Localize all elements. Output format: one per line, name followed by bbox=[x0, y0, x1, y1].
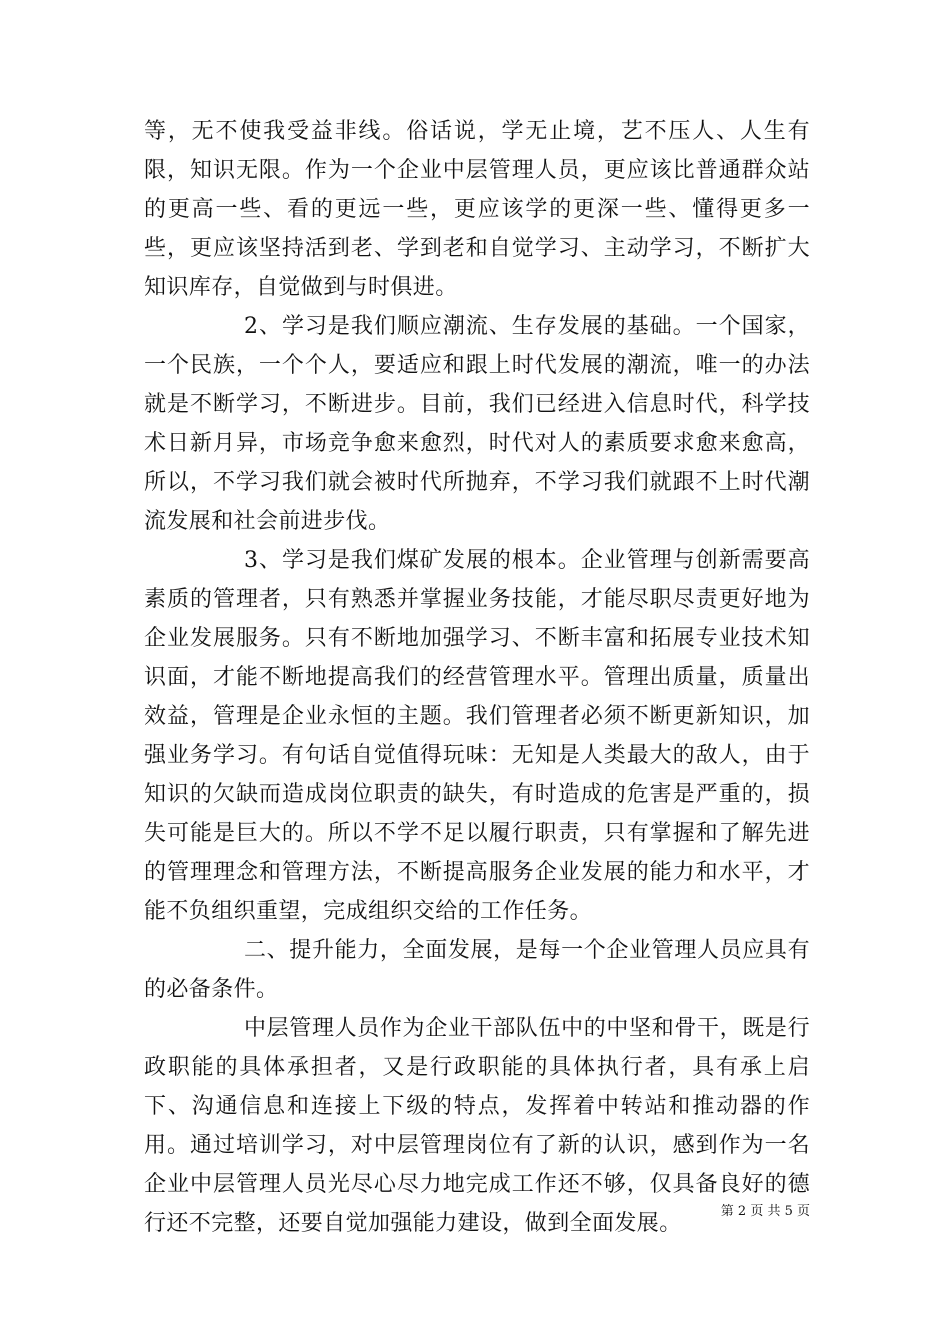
paragraph-point-3: 3、学习是我们煤矿发展的根本。企业管理与创新需要高素质的管理者，只有熟悉并掌握业务技能，才能尽职尽责更好地为企业发展服务。只有不断地加强学习、不断丰富和拓展专业技术知识面，才能不断地提高我们的经营管理水平。管理出质量，质量出效益，管理是企业永恒的主题。我们管理者必须不断更新知识，加强业务学习。有句话自觉值得玩味：无知是人类最大的敌人，由于知识的欠缺而造成岗位职责的缺失，有时造成的危害是严重的，损失可能是巨大的。所以不学不足以履行职责，只有掌握和了解先进的管理理念和管理方法，不断提高服务企业发展的能力和水平，才能不负组织重望，完成组织交给的工作任务。 bbox=[144, 548, 810, 924]
paragraph-middle-management: 中层管理人员作为企业干部队伍中的中坚和骨干，既是行政职能的具体承担者，又是行政职能的具体执行者，具有承上启下、沟通信息和连接上下级的特点，发挥着中转站和推动器的作用。通过培训学习，对中层管理岗位有了新的认识，感到作为一名企业中层管理人员光尽心尽力地完成工作还不够，仅具备良好的德行还不完整，还要自觉加强能力建设，做到全面发展。 bbox=[144, 1016, 810, 1236]
page-indicator: 第 2 页 共 5 页 bbox=[720, 1204, 810, 1219]
paragraph-continuation: 等，无不使我受益非线。俗话说，学无止境，艺不压人、人生有限，知识无限。作为一个企业中层管理人员，更应该比普通群众站的更高一些、看的更远一些，更应该学的更深一些、懂得更多一些，更应该坚持活到老、学到老和自觉学习、主动学习，不断扩大知识库存，自觉做到与时俱进。 bbox=[144, 119, 810, 300]
section-heading-two: 二、提升能力，全面发展，是每一个企业管理人员应具有的必备条件。 bbox=[144, 938, 810, 1002]
paragraph-point-2: 2、学习是我们顺应潮流、生存发展的基础。一个国家，一个民族，一个个人，要适应和跟上时代发展的潮流，唯一的办法就是不断学习，不断进步。目前，我们已经进入信息时代，科学技术日新月异，市场竞争愈来愈烈，时代对人的素质要求愈来愈高，所以，不学习我们就会被时代所抛弃，不学习我们就跟不上时代潮流发展和社会前进步伐。 bbox=[144, 314, 810, 534]
document-body bbox=[144, 112, 810, 1243]
